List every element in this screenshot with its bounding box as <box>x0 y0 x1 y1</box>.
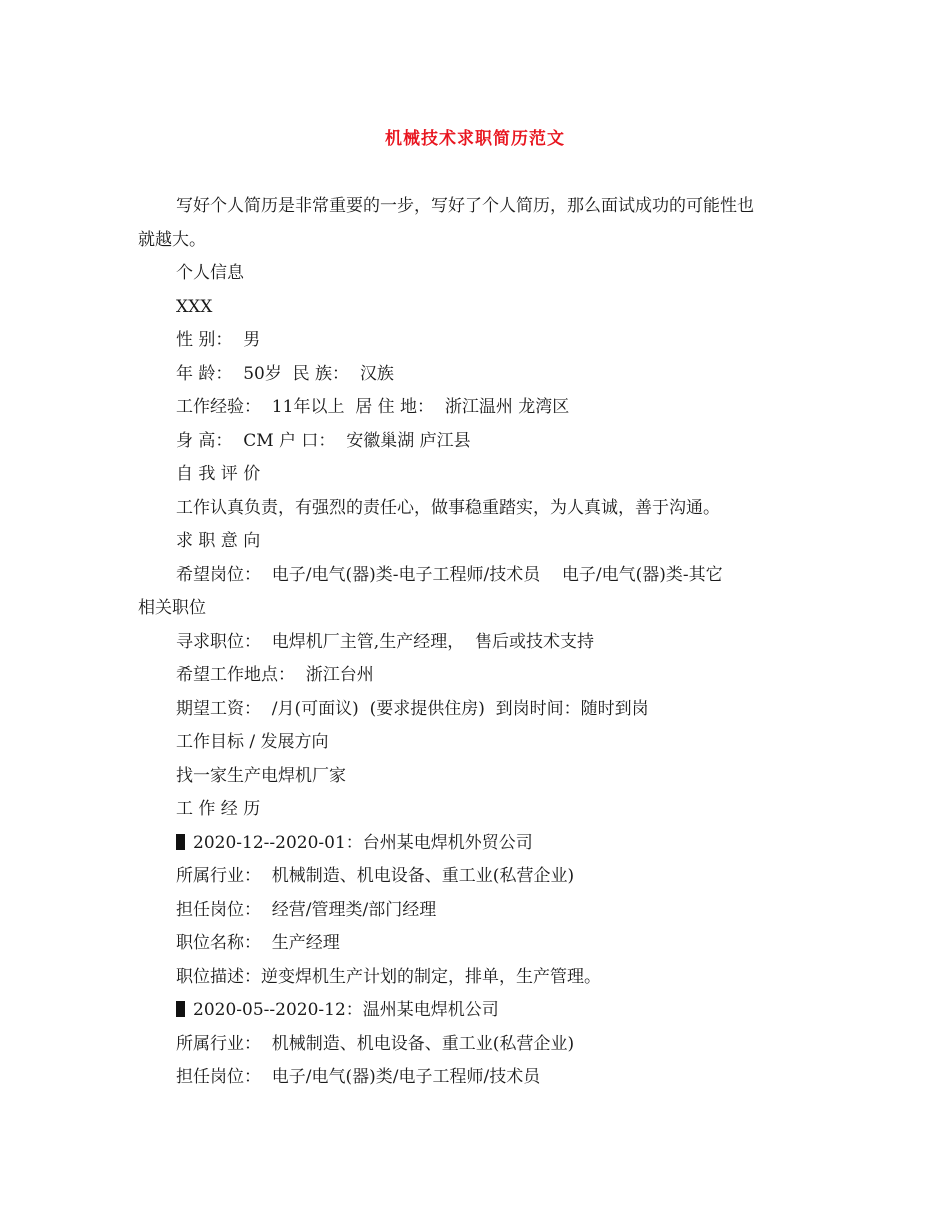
job-1-desc: 职位描述：逆变焊机生产计划的制定，排单，生产管理。 <box>176 966 601 987</box>
job-2-post: 担任岗位： 电子/电气(器)类/电子工程师/技术员 <box>176 1067 541 1087</box>
document-body <box>138 190 818 1095</box>
job-1-post: 担任岗位： 经营/管理类/部门经理 <box>176 899 437 920</box>
document-title: 机械技术求职简历范文 <box>385 129 565 149</box>
self-eval-text: 工作认真负责，有强烈的责任心，做事稳重踏实，为人真诚，善于沟通。 <box>176 497 720 518</box>
personal-name: XXX <box>176 296 213 317</box>
desired-positions-line-1: 希望岗位： 电子/电气(器)类-电子工程师/技术员 电子/电气(器)类-其它 <box>176 564 723 585</box>
personal-heading: 个人信息 <box>176 263 244 283</box>
intro-line-2: 就越大。 <box>138 229 206 250</box>
work-heading: 工 作 经 历 <box>176 799 261 819</box>
job-1-period: 2020-12--2020-01：台州某电焊机外贸公司 <box>193 832 533 853</box>
goal-text: 找一家生产电焊机厂家 <box>176 765 346 786</box>
personal-age-ethnicity: 年 龄： 50岁 民 族： 汉族 <box>176 363 394 384</box>
job-1-industry: 所属行业： 机械制造、机电设备、重工业(私营企业) <box>176 866 575 886</box>
job-2-period: 2020-05--2020-12：温州某电焊机公司 <box>193 1000 499 1020</box>
personal-gender: 性 别： 男 <box>176 330 261 350</box>
job-2-industry: 所属行业： 机械制造、机电设备、重工业(私营企业) <box>176 1033 575 1054</box>
bullet-marker-icon <box>176 834 185 850</box>
personal-experience-residence: 工作经验： 11年以上 居 住 地： 浙江温州 龙湾区 <box>176 397 570 417</box>
goal-heading: 工作目标 / 发展方向 <box>176 732 329 752</box>
personal-height-hukou: 身 高： CM 户 口： 安徽巢湖 庐江县 <box>176 430 471 451</box>
intro-line-1: 写好个人简历是非常重要的一步，写好了个人简历，那么面试成功的可能性也 <box>176 196 754 216</box>
intention-heading: 求 职 意 向 <box>176 531 261 551</box>
desired-location: 希望工作地点： 浙江台州 <box>176 665 374 685</box>
desired-positions-line-2: 相关职位 <box>138 598 206 618</box>
self-eval-heading: 自 我 评 价 <box>176 464 261 484</box>
job-1-period-line <box>138 827 818 861</box>
job-2-period-line <box>138 994 818 1028</box>
bullet-marker-icon <box>176 1001 185 1017</box>
seeking-position: 寻求职位： 电焊机厂主管,生产经理， 售后或技术支持 <box>176 631 595 652</box>
expected-salary: 期望工资： /月(可面议) (要求提供住房) 到岗时间：随时到岗 <box>176 698 649 719</box>
job-1-title: 职位名称： 生产经理 <box>176 933 340 953</box>
